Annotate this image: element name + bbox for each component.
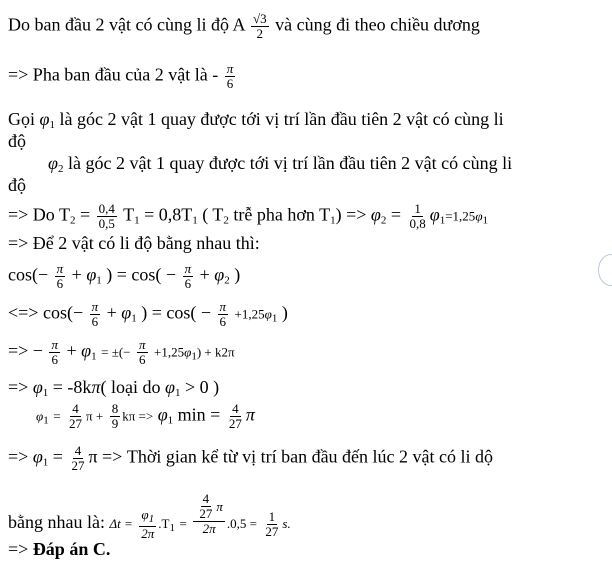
text: =1,25	[445, 208, 476, 224]
fraction-1-over-08	[408, 202, 428, 231]
text: Δt =	[109, 516, 133, 532]
phi-symbol: φ	[32, 377, 43, 397]
phi-symbol: φ	[36, 408, 44, 424]
text: = 0,8T	[144, 204, 193, 225]
line-minimum-phi1	[36, 402, 255, 432]
subscript: 1	[174, 387, 181, 399]
text: +1,25	[154, 344, 185, 360]
line-answer	[8, 538, 110, 560]
text: => Để 2 vật có li độ bằng nhau thì:	[8, 233, 260, 253]
denominator: 6	[184, 276, 192, 291]
fraction-pi-over-6	[55, 262, 66, 291]
line-define-phi1	[8, 108, 504, 136]
subscript: 1	[134, 214, 140, 227]
text: .0,5 =	[226, 516, 257, 532]
phi-symbol: φ	[86, 264, 97, 285]
line-period-relation	[8, 202, 488, 232]
fraction-8-over-9	[110, 402, 121, 431]
subscript: 1	[43, 414, 49, 427]
fraction-pi-over-6	[49, 338, 60, 367]
denominator: 27	[199, 506, 213, 521]
text: π	[91, 377, 101, 397]
subscript: 1	[192, 214, 198, 227]
text: => −	[8, 340, 43, 361]
fraction-pi-over-6	[183, 262, 194, 291]
text: π	[245, 404, 255, 425]
subscript: 2	[380, 214, 387, 227]
denominator: 27	[71, 458, 85, 473]
text: => Pha ban đầu của 2 vật là -	[8, 64, 219, 85]
text: π => Thời gian kể từ vị trí ban đầu đến lúc 2 vật có li dộ	[88, 446, 494, 467]
numerator: π	[184, 261, 192, 276]
denominator: 6	[219, 314, 227, 329]
subscript: 1	[131, 312, 137, 325]
text: <=> cos(−	[8, 302, 84, 323]
line-continuation	[8, 174, 26, 196]
numerator: 8	[111, 401, 119, 416]
denominator: 27	[228, 416, 242, 431]
text: kπ =>	[122, 408, 154, 424]
text: Gọi	[8, 109, 35, 129]
denominator: 2π	[141, 525, 155, 541]
numerator: π	[219, 299, 227, 314]
text: => Do T	[8, 204, 70, 225]
subscript: 1	[96, 274, 102, 287]
line-cos-equivalent	[8, 300, 288, 330]
phi-symbol: φ	[141, 506, 149, 522]
text: =>	[8, 377, 29, 397]
phi-symbol: φ	[32, 446, 43, 467]
fraction-4-over-27	[227, 402, 244, 431]
phi-symbol: φ	[370, 204, 381, 225]
subscript: 1	[42, 456, 49, 469]
subscript: 1	[439, 214, 446, 227]
line-equal-displacement	[8, 232, 260, 254]
text: = ±(−	[101, 344, 131, 360]
phi-symbol: φ	[264, 306, 272, 322]
text: trễ pha hơn T	[233, 204, 331, 225]
text: +1,25	[234, 306, 265, 322]
line-solve-equation	[8, 338, 235, 368]
text: độ	[8, 131, 26, 151]
numerator: π	[139, 337, 146, 352]
fraction-phi1-over-2pi	[139, 508, 156, 541]
numerator: π	[226, 61, 234, 76]
text: =	[52, 446, 63, 467]
text: =	[53, 408, 61, 424]
text: )	[234, 264, 241, 285]
text: +	[71, 264, 82, 285]
fraction-4-over-27	[197, 492, 214, 521]
denominator: 6	[91, 314, 99, 329]
text: min =	[177, 404, 221, 425]
subscript: 1	[49, 119, 55, 131]
text: Do ban đầu 2 vật có cùng li độ A	[8, 14, 245, 35]
text: T	[123, 204, 135, 225]
text: π	[216, 498, 223, 514]
text: ) = cos( −	[141, 302, 212, 323]
subscript: 1	[167, 414, 174, 427]
text: là góc 2 vật 1 quay được tới vị trí lần đầu tiên 2 vật có cùng li	[67, 153, 513, 173]
phi-symbol: φ	[475, 208, 483, 224]
text: và cùng đi theo chiều dương	[275, 14, 480, 35]
text: π +	[86, 408, 104, 424]
numerator: 4	[74, 443, 82, 458]
line-reject-solution	[8, 376, 219, 404]
denominator: 6	[51, 352, 58, 367]
text: bằng nhau là:	[8, 512, 105, 533]
line-time-result	[8, 444, 493, 474]
subscript: 1	[169, 522, 175, 535]
subscript: 1	[191, 350, 197, 363]
numerator: √3	[252, 11, 267, 26]
subscript: 1	[42, 387, 49, 399]
numerator: 4	[72, 401, 79, 416]
text: ) =>	[335, 204, 367, 225]
subscript: 1	[271, 312, 278, 325]
subscript: 1	[482, 214, 489, 227]
subscript: 2	[223, 214, 229, 227]
phi-symbol: φ	[184, 344, 192, 360]
text: +	[66, 340, 77, 361]
line-initial-phase	[8, 62, 237, 91]
text: s.	[282, 516, 291, 532]
subscript: 2	[69, 214, 76, 227]
line-define-phi2	[48, 152, 512, 180]
phi-symbol: φ	[214, 264, 225, 285]
fraction-4-over-27	[69, 444, 86, 473]
text: +	[199, 264, 210, 285]
fraction-1-over-27	[263, 510, 280, 539]
side-handle-icon[interactable]	[598, 254, 612, 286]
numerator: 1	[414, 201, 421, 216]
denominator: 27	[69, 416, 83, 431]
text: =>	[8, 539, 29, 559]
text: độ	[8, 175, 26, 195]
numerator: 0,4	[98, 201, 115, 216]
denominator: 0,8	[409, 216, 426, 231]
numerator: 4	[202, 491, 210, 506]
denominator: 6	[226, 76, 234, 91]
phi-symbol: φ	[429, 204, 440, 225]
text: +	[106, 302, 117, 323]
fraction-sqrt3-over-2	[251, 12, 269, 41]
fraction-complex	[193, 492, 225, 536]
fraction-04-over-05	[97, 202, 117, 231]
text: .T	[158, 516, 170, 532]
text: =	[79, 204, 91, 225]
subscript: 2	[224, 274, 230, 287]
denominator: 0,5	[98, 216, 115, 231]
fraction-pi-over-6	[225, 62, 236, 91]
numerator: 1	[268, 508, 276, 524]
fraction-pi-over-6	[218, 300, 229, 329]
phi-symbol: φ	[164, 377, 175, 397]
phi-symbol: φ	[121, 302, 132, 323]
text: ( loại do	[100, 377, 161, 397]
numerator: π	[51, 337, 58, 352]
text: cos(−	[8, 264, 49, 285]
text: =	[179, 516, 187, 532]
text: = -8k	[52, 377, 92, 397]
numerator: π	[56, 261, 64, 276]
fraction-4-over-27	[67, 402, 84, 431]
subscript: 2	[57, 163, 64, 175]
denominator: 2π	[202, 521, 216, 536]
subscript: 1	[91, 350, 97, 363]
numerator	[139, 508, 156, 527]
denominator: 2	[256, 26, 264, 41]
fraction-pi-over-6	[137, 338, 148, 367]
text: là góc 2 vật 1 quay được tới vị trí lần đầu tiên 2 vật có cùng li	[59, 109, 504, 129]
answer-text: Đáp án C.	[32, 539, 111, 559]
numerator: 4	[232, 401, 239, 416]
text: ( T	[202, 204, 224, 225]
phi-symbol: φ	[157, 404, 168, 425]
numerator	[193, 492, 225, 522]
denominator: 27	[265, 523, 279, 539]
text: =>	[8, 446, 29, 467]
fraction-pi-over-6	[90, 300, 101, 329]
phi-symbol: φ	[48, 153, 58, 173]
text: =	[390, 204, 401, 225]
phi-symbol: φ	[81, 340, 92, 361]
line-cos-equation	[8, 262, 240, 292]
text: ) + k2π	[196, 344, 235, 360]
text: ) = cos( −	[106, 264, 177, 285]
line-initial-position	[8, 12, 480, 41]
line-continuation	[8, 130, 26, 152]
text: > 0 )	[184, 377, 220, 397]
denominator: 6	[56, 276, 64, 291]
text: )	[281, 302, 288, 323]
subscript: 1	[330, 214, 336, 227]
subscript: 1	[148, 512, 155, 525]
phi-symbol: φ	[39, 109, 50, 129]
denominator: 6	[139, 352, 146, 367]
denominator: 9	[111, 416, 119, 431]
numerator: π	[91, 299, 99, 314]
